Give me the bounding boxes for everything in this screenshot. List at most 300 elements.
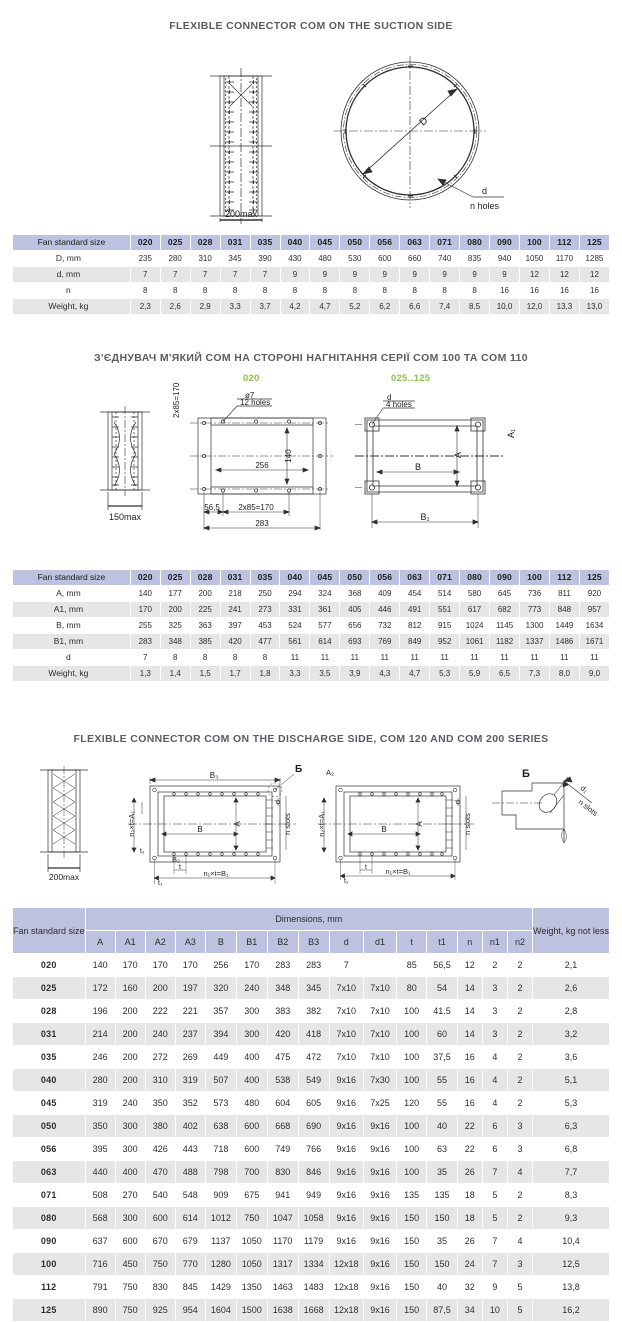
table-cell: 675 xyxy=(236,1184,267,1207)
table-cell: 352 xyxy=(175,1092,205,1115)
drawing-detail-b xyxy=(492,755,612,875)
table-cell: 350 xyxy=(145,1092,175,1115)
table-row xyxy=(13,1023,610,1046)
table-cell: 941 xyxy=(267,1184,298,1207)
table-cell: 849 xyxy=(400,634,430,650)
table-cell: 319 xyxy=(175,1069,205,1092)
table-cell: 240 xyxy=(115,1092,145,1115)
table-cell: 418 xyxy=(298,1023,329,1046)
discharge100-table-body xyxy=(13,586,610,682)
table-cell: 172 xyxy=(85,977,115,1000)
n-slots-label: n slots xyxy=(283,813,292,835)
pitch-label: 2x85=170 xyxy=(238,503,274,512)
table-cell: 9x16 xyxy=(363,1276,396,1299)
row-weight-cell: 2,1 xyxy=(532,954,609,977)
table-cell: 100 xyxy=(397,1138,427,1161)
table-cell: 749 xyxy=(267,1138,298,1161)
table-row xyxy=(13,299,610,315)
row-size-label: 071 xyxy=(13,1184,86,1207)
header-size-035: 035 xyxy=(250,235,280,251)
table-cell: 798 xyxy=(205,1161,236,1184)
table-cell: 5 xyxy=(482,1207,507,1230)
table-cell: 40 xyxy=(427,1115,458,1138)
table-cell: 957 xyxy=(579,602,609,618)
table-cell: 7 xyxy=(482,1230,507,1253)
table-cell: 7x30 xyxy=(363,1069,396,1092)
table-cell: 11 xyxy=(280,650,310,666)
table-cell: 561 xyxy=(280,634,310,650)
table-cell: 477 xyxy=(250,634,280,650)
table-cell: 368 xyxy=(340,586,370,602)
table-cell: 6 xyxy=(482,1115,507,1138)
table-cell: 272 xyxy=(145,1046,175,1069)
t-label-b: t xyxy=(365,864,367,871)
n-slots-label-b: n slots xyxy=(463,813,472,835)
table-cell: 35 xyxy=(427,1230,458,1253)
table-cell: 400 xyxy=(115,1161,145,1184)
table-cell: 16 xyxy=(490,283,520,299)
table-cell: 283 xyxy=(130,634,160,650)
table-cell: 150 xyxy=(397,1276,427,1299)
col-n1: n1 xyxy=(482,931,507,954)
row-label: B1, mm xyxy=(13,634,131,650)
header-corner-label: Fan standard size xyxy=(13,570,131,586)
table-cell: 2 xyxy=(507,1184,532,1207)
table-cell: 16 xyxy=(579,283,609,299)
header-size-020: 020 xyxy=(130,235,160,251)
table-cell: 100 xyxy=(397,1046,427,1069)
table-cell: 600 xyxy=(236,1115,267,1138)
table-cell: 7 xyxy=(329,954,363,977)
table-cell: 7x10 xyxy=(363,1000,396,1023)
row-size-label: 050 xyxy=(13,1115,86,1138)
suction-side-length-label: 200max xyxy=(224,209,258,219)
table-cell: 1334 xyxy=(298,1253,329,1276)
b-label: B xyxy=(197,825,203,834)
table-cell: 791 xyxy=(85,1276,115,1299)
table-row xyxy=(13,1092,610,1115)
table-cell: 60 xyxy=(427,1023,458,1046)
table-cell: 1170 xyxy=(549,251,579,267)
table-cell: 170 xyxy=(145,954,175,977)
table-cell: 9x16 xyxy=(329,1207,363,1230)
table-suction-dimensions xyxy=(12,234,610,315)
table-cell: 150 xyxy=(397,1230,427,1253)
table-cell: 1170 xyxy=(267,1230,298,1253)
table-cell: 4 xyxy=(507,1230,532,1253)
table-cell: 909 xyxy=(205,1184,236,1207)
table-cell: 1061 xyxy=(460,634,490,650)
b2-label: B₂ xyxy=(172,855,180,864)
table-row xyxy=(13,1069,610,1092)
drawing-suction-front-view xyxy=(322,56,512,221)
table-cell: 7 xyxy=(190,267,220,283)
table-cell: 2 xyxy=(507,1000,532,1023)
table-cell: 222 xyxy=(145,1000,175,1023)
table-cell: 952 xyxy=(430,634,460,650)
table-cell: 8 xyxy=(190,650,220,666)
table-row xyxy=(13,1000,610,1023)
table-cell: 773 xyxy=(520,602,550,618)
header-size-025: 025 xyxy=(160,570,190,586)
section-title-discharge-120: FLEXIBLE CONNECTOR COM ON THE DISCHARGE SIDE, COM 120 AND COM 200 SERIES xyxy=(73,733,549,745)
table-cell: 1,7 xyxy=(220,666,250,682)
table-cell: 8 xyxy=(160,650,190,666)
right-a1-label: A₁ xyxy=(506,428,516,438)
discharge100-side-length-label: 150max xyxy=(108,512,142,522)
table-cell: 135 xyxy=(427,1184,458,1207)
total-width-label: 283 xyxy=(255,519,269,528)
right-b-label: B xyxy=(414,462,422,472)
table-cell: 395 xyxy=(85,1138,115,1161)
table-cell: 3 xyxy=(507,1138,532,1161)
table-cell: 200 xyxy=(160,602,190,618)
table-cell: 9x16 xyxy=(329,1184,363,1207)
table-cell: 614 xyxy=(310,634,340,650)
table-cell: 549 xyxy=(298,1069,329,1092)
table-cell: 548 xyxy=(175,1184,205,1207)
table-cell: 3 xyxy=(482,977,507,1000)
row-size-label: 028 xyxy=(13,1000,86,1023)
row-label: Weight, kg xyxy=(13,299,131,315)
header-size-125: 125 xyxy=(579,570,609,586)
table-row xyxy=(13,267,610,283)
table-cell: 8 xyxy=(370,283,400,299)
header-size-045: 045 xyxy=(310,570,340,586)
inner-height-label: 140 xyxy=(284,449,293,463)
row-label: D, mm xyxy=(13,251,131,267)
table-cell: 324 xyxy=(310,586,340,602)
table-cell: 3 xyxy=(482,1023,507,1046)
table-cell: 9 xyxy=(310,267,340,283)
suction-hole-label: d xyxy=(482,186,488,196)
table-cell: 246 xyxy=(85,1046,115,1069)
b-label-b: B xyxy=(381,825,387,834)
header-size-112: 112 xyxy=(549,570,579,586)
table-row xyxy=(13,650,610,666)
row-weight-cell: 16,2 xyxy=(532,1299,609,1322)
table-cell: 617 xyxy=(460,602,490,618)
table-cell: 7x10 xyxy=(329,1000,363,1023)
suction-table-body xyxy=(13,251,610,315)
table-cell: 14 xyxy=(457,1000,482,1023)
table-cell: 16 xyxy=(520,283,550,299)
table-discharge120-dimensions xyxy=(12,907,610,1322)
table-cell: 3,7 xyxy=(250,299,280,315)
row-weight-cell: 12,5 xyxy=(532,1253,609,1276)
table-cell: 9x16 xyxy=(329,1092,363,1115)
table-cell: 1,3 xyxy=(130,666,160,682)
table-cell: 197 xyxy=(175,977,205,1000)
table-cell: 1300 xyxy=(520,618,550,634)
table-cell: 18 xyxy=(457,1184,482,1207)
table-cell: 120 xyxy=(397,1092,427,1115)
table-cell: 12x18 xyxy=(329,1276,363,1299)
b3-label: B₃ xyxy=(209,771,219,780)
table-cell: 9 xyxy=(400,267,430,283)
table-cell: 1145 xyxy=(490,618,520,634)
table-cell: 2,3 xyxy=(130,299,160,315)
table-cell: 682 xyxy=(490,602,520,618)
header-size-100: 100 xyxy=(520,235,550,251)
table-cell: 135 xyxy=(397,1184,427,1207)
table-cell: 170 xyxy=(130,602,160,618)
table-cell: 16 xyxy=(457,1069,482,1092)
table-cell: 1137 xyxy=(205,1230,236,1253)
discharge100-spec-table xyxy=(12,569,610,682)
header-size-125: 125 xyxy=(579,235,609,251)
table-cell: 925 xyxy=(145,1299,175,1322)
table-cell: 150 xyxy=(427,1253,458,1276)
table-cell: 12 xyxy=(549,267,579,283)
table-cell: 540 xyxy=(145,1184,175,1207)
header-size-040: 040 xyxy=(280,235,310,251)
table-cell: 740 xyxy=(430,251,460,267)
row-label: n xyxy=(13,283,131,299)
row-size-label: 063 xyxy=(13,1161,86,1184)
table-cell: 4,3 xyxy=(370,666,400,682)
table-cell: 1429 xyxy=(205,1276,236,1299)
table-cell: 8 xyxy=(280,283,310,299)
table-cell: 100 xyxy=(397,1000,427,1023)
table-cell: 766 xyxy=(298,1138,329,1161)
table-cell: 16 xyxy=(549,283,579,299)
table-cell: 7 xyxy=(220,267,250,283)
table-cell: 1350 xyxy=(236,1276,267,1299)
table-cell: 7 xyxy=(250,267,280,283)
table-cell: 1638 xyxy=(267,1299,298,1322)
table-cell: 660 xyxy=(400,251,430,267)
table-row xyxy=(13,1138,610,1161)
table-cell: 357 xyxy=(205,1000,236,1023)
table-cell: 18 xyxy=(457,1207,482,1230)
header-size-035: 035 xyxy=(250,570,280,586)
table-cell: 237 xyxy=(175,1023,205,1046)
col-d1: d1 xyxy=(363,931,396,954)
table-cell: 8 xyxy=(250,650,280,666)
table-cell: 2 xyxy=(482,954,507,977)
table-cell: 382 xyxy=(298,1000,329,1023)
discharge120-spec-table xyxy=(12,907,610,1322)
table-cell: 4 xyxy=(507,1161,532,1184)
col-B3: B3 xyxy=(298,931,329,954)
table-cell: 1182 xyxy=(490,634,520,650)
table-cell: 10 xyxy=(482,1299,507,1322)
variant-label-025-125: 025..125 xyxy=(391,373,431,384)
table-cell: 470 xyxy=(145,1161,175,1184)
header-fan-standard-size: Fan standard size xyxy=(13,908,86,954)
row-weight-cell: 2,8 xyxy=(532,1000,609,1023)
header-size-063: 063 xyxy=(400,570,430,586)
table-row xyxy=(13,666,610,682)
section-title-discharge-100: З'ЄДНУВАЧ М'ЯКИЙ COM НА СТОРОНІ НАГНІТАННЯ СЕРІЇ COM 100 ТА COM 110 xyxy=(94,352,528,364)
table-cell: 3 xyxy=(507,1115,532,1138)
table-cell: 9x16 xyxy=(329,1069,363,1092)
table-cell: 4 xyxy=(482,1069,507,1092)
table-cell: 85 xyxy=(397,954,427,977)
table-cell: 12,0 xyxy=(520,299,550,315)
section-title-suction: FLEXIBLE CONNECTOR COM ON THE SUCTION SIDE xyxy=(169,20,453,32)
table-cell: 100 xyxy=(397,1115,427,1138)
table-cell: 7x10 xyxy=(329,1023,363,1046)
table-cell: 8 xyxy=(340,283,370,299)
n1t-label-b: n₁×t=B₁ xyxy=(385,867,411,876)
table-cell: 1012 xyxy=(205,1207,236,1230)
table-cell: 830 xyxy=(145,1276,175,1299)
table-row xyxy=(13,1184,610,1207)
table-cell: 718 xyxy=(205,1138,236,1161)
table-cell: 9x16 xyxy=(363,1253,396,1276)
table-cell: 670 xyxy=(145,1230,175,1253)
table-cell: 9 xyxy=(430,267,460,283)
table-cell: 1449 xyxy=(549,618,579,634)
row-weight-cell: 9,3 xyxy=(532,1207,609,1230)
table-cell: 269 xyxy=(175,1046,205,1069)
col-t: t xyxy=(397,931,427,954)
suction-spec-table xyxy=(12,234,610,315)
table-cell: 150 xyxy=(397,1253,427,1276)
table-cell: 9 xyxy=(490,267,520,283)
table-cell: 300 xyxy=(115,1207,145,1230)
table-cell: 87,5 xyxy=(427,1299,458,1322)
table-cell: 280 xyxy=(160,251,190,267)
col-B2: B2 xyxy=(267,931,298,954)
header-size-056: 056 xyxy=(370,235,400,251)
table-cell: 9x16 xyxy=(329,1161,363,1184)
table-cell: 524 xyxy=(280,618,310,634)
table-cell: 221 xyxy=(175,1000,205,1023)
table-cell: 3,9 xyxy=(340,666,370,682)
table-cell: 40 xyxy=(427,1276,458,1299)
row-size-label: 080 xyxy=(13,1207,86,1230)
table-cell: 7x10 xyxy=(329,1046,363,1069)
table-cell: 397 xyxy=(220,618,250,634)
table-cell: 6 xyxy=(482,1138,507,1161)
header-size-040: 040 xyxy=(280,570,310,586)
table-cell: 8 xyxy=(310,283,340,299)
table-header-columns-row xyxy=(13,931,610,954)
table-cell: 8,5 xyxy=(460,299,490,315)
table-cell: 200 xyxy=(115,1000,145,1023)
table-cell: 4 xyxy=(482,1046,507,1069)
table-row xyxy=(13,1115,610,1138)
table-cell: 7x10 xyxy=(363,1046,396,1069)
table-cell: 3,3 xyxy=(280,666,310,682)
table-cell: 240 xyxy=(145,1023,175,1046)
table-cell: 200 xyxy=(115,1069,145,1092)
table-cell: 1500 xyxy=(236,1299,267,1322)
table-cell: 26 xyxy=(457,1230,482,1253)
table-cell: 732 xyxy=(370,618,400,634)
table-cell: 690 xyxy=(298,1115,329,1138)
table-cell: 1,5 xyxy=(190,666,220,682)
table-cell: 1,8 xyxy=(250,666,280,682)
table-cell: 7 xyxy=(482,1253,507,1276)
table-cell: 1337 xyxy=(520,634,550,650)
table-cell: 270 xyxy=(115,1184,145,1207)
table-cell: 3,5 xyxy=(310,666,340,682)
table-cell: 55 xyxy=(427,1069,458,1092)
drawing-discharge100-side-view xyxy=(90,400,170,525)
table-cell: 331 xyxy=(280,602,310,618)
table-cell: 56,5 xyxy=(427,954,458,977)
table-cell: 475 xyxy=(267,1046,298,1069)
table-cell: 1050 xyxy=(236,1253,267,1276)
table-cell: 1634 xyxy=(579,618,609,634)
table-cell: 638 xyxy=(205,1115,236,1138)
suction-holes-count-label: n holes xyxy=(470,201,500,211)
a2-label: A₂ xyxy=(326,768,334,777)
table-cell: 920 xyxy=(579,586,609,602)
table-cell: 11 xyxy=(490,650,520,666)
table-cell: 530 xyxy=(340,251,370,267)
header-size-112: 112 xyxy=(549,235,579,251)
table-cell: 170 xyxy=(115,954,145,977)
table-cell: 750 xyxy=(115,1276,145,1299)
table-row xyxy=(13,283,610,299)
table-cell: 4,7 xyxy=(400,666,430,682)
table-cell: 325 xyxy=(160,618,190,634)
table-cell: 200 xyxy=(145,977,175,1000)
drawing-discharge120-front-b xyxy=(318,758,478,886)
table-cell: 16 xyxy=(457,1092,482,1115)
table-cell: 2 xyxy=(507,1207,532,1230)
table-cell: 3 xyxy=(482,1000,507,1023)
table-cell: 600 xyxy=(236,1138,267,1161)
table-cell: 1486 xyxy=(549,634,579,650)
suction-diameter-label: D xyxy=(417,115,431,129)
table-cell: 177 xyxy=(160,586,190,602)
table-row xyxy=(13,1230,610,1253)
table-cell: 1668 xyxy=(298,1299,329,1322)
table-cell: 4 xyxy=(482,1092,507,1115)
table-cell: 200 xyxy=(190,586,220,602)
row-size-label: 031 xyxy=(13,1023,86,1046)
table-cell: 9x16 xyxy=(363,1138,396,1161)
table-cell: 1,4 xyxy=(160,666,190,682)
table-discharge100-dimensions xyxy=(12,569,610,682)
table-cell: 600 xyxy=(145,1207,175,1230)
table-cell: 845 xyxy=(175,1276,205,1299)
table-cell: 41.5 xyxy=(427,1000,458,1023)
header-size-028: 028 xyxy=(190,570,220,586)
table-cell: 11 xyxy=(520,650,550,666)
row-size-label: 045 xyxy=(13,1092,86,1115)
table-cell: 5 xyxy=(507,1299,532,1322)
table-cell: 320 xyxy=(205,977,236,1000)
table-cell: 250 xyxy=(250,586,280,602)
row-size-label: 112 xyxy=(13,1276,86,1299)
table-cell: 4,7 xyxy=(310,299,340,315)
row-size-label: 090 xyxy=(13,1230,86,1253)
d-label: d xyxy=(273,799,282,805)
table-cell: 37,5 xyxy=(427,1046,458,1069)
hole-dia-label: ø7 xyxy=(245,391,255,400)
drawing-suction-side-view xyxy=(196,58,306,223)
table-cell: 8 xyxy=(400,283,430,299)
row-size-label: 056 xyxy=(13,1138,86,1161)
t-label: t xyxy=(179,864,181,871)
table-cell: 1050 xyxy=(236,1230,267,1253)
header-dimensions: Dimensions, mm xyxy=(85,908,532,931)
table-cell: 1604 xyxy=(205,1299,236,1322)
table-cell: 7,3 xyxy=(520,666,550,682)
drawing-discharge100-front-025-125 xyxy=(355,392,515,540)
table-cell: 1463 xyxy=(267,1276,298,1299)
table-cell: 750 xyxy=(236,1207,267,1230)
col-n: n xyxy=(457,931,482,954)
table-row xyxy=(13,586,610,602)
